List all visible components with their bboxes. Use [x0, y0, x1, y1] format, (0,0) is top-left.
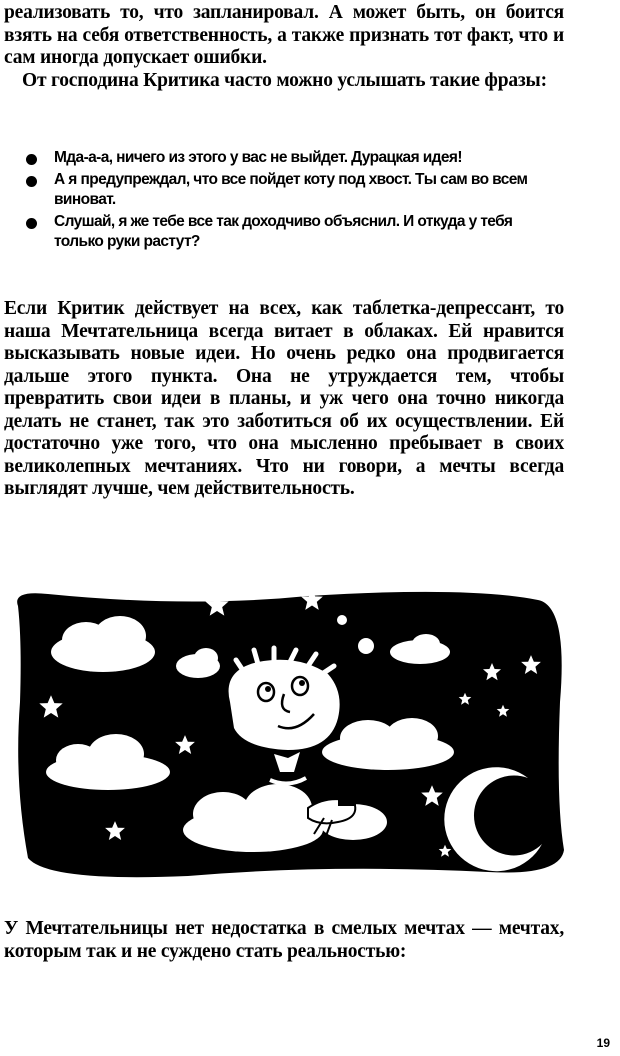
bullet-icon [26, 218, 37, 229]
dreamer-night-sky-illustration [8, 582, 568, 880]
thought-bubble-icon [358, 638, 374, 654]
critic-phrase-text: Мда-а-а, ничего из этого у вас не выйдет. Дурацкая идея! [54, 149, 462, 166]
paragraph-dreamer: Если Критик действует на всех, как таблетка-депрессант, то наша Мечтательница всегда витает в облаках. Ей нравится высказывать новые идеи. Но очень редко она продвигается дальше этого пункта. Она не утруждается тем, чтобы превратить свои идеи в планы, и уж чего она точно никогда делать не станет, так это заботиться об их осуществлении. Ей достаточно уже того, что она мысленно пребывает в своих великолепных мечтаниях. Что ни говори, а мечты всегда выглядят лучше, чем действительность. [4, 298, 564, 499]
critic-phrases-list [24, 148, 564, 254]
list-item [24, 170, 564, 211]
bullet-icon [26, 154, 37, 165]
list-item [24, 148, 564, 169]
critic-phrase-text: А я предупреждал, что все пойдет коту под хвост. Ты сам во всем виноват. [54, 170, 528, 208]
critic-intro-text: От господина Критика часто можно услышать такие фразы: [22, 69, 547, 91]
paragraph-bottom: У Мечтательницы нет недостатка в смелых мечтах — мечтах, которым так и не суждено стать реальностью: [4, 918, 564, 962]
critic-phrase-text: Слушай, я же тебе все так доходчиво объяснил. И откуда у тебя только руки растут? [54, 212, 513, 250]
list-item [24, 212, 564, 253]
thought-bubble-icon [337, 615, 347, 625]
paragraph-top [4, 2, 564, 92]
page-number: 19 [596, 1036, 610, 1050]
paragraph-top-text: реализовать то, что запланировал. А может быть, он боится взять на себя ответственность, а также признать тот факт, что и сам иногда допускает ошибки. [4, 2, 564, 68]
bullet-icon [26, 176, 37, 187]
